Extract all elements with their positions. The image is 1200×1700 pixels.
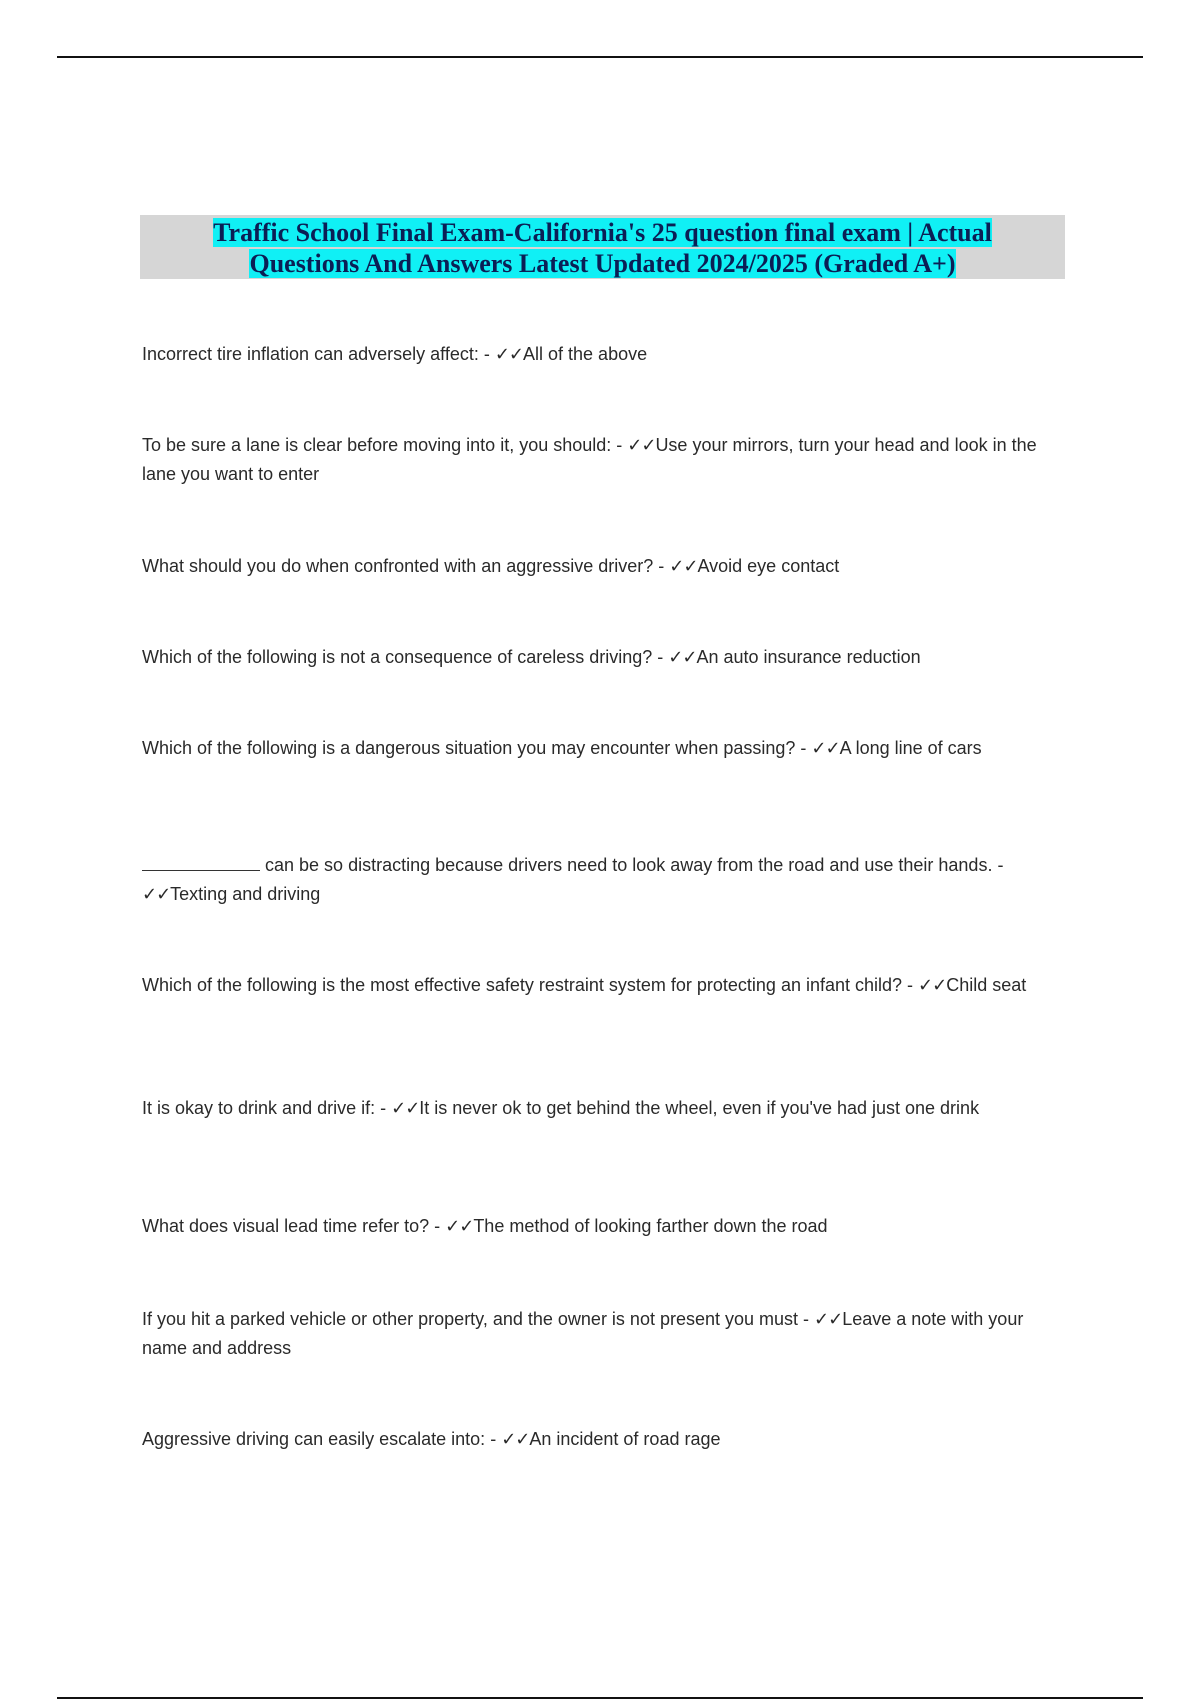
- qa-item: [142, 851, 1042, 909]
- top-rule: [57, 56, 1143, 58]
- qa-item: [142, 734, 1042, 763]
- check-icon: ✓✓: [918, 975, 947, 995]
- question-text: Aggressive driving can easily escalate into:: [142, 1429, 486, 1449]
- question-text: Which of the following is not a consequence of careless driving?: [142, 647, 653, 667]
- qa-item: [142, 1212, 1042, 1241]
- check-icon: ✓✓: [814, 1309, 843, 1329]
- answer-text: It is never ok to get behind the wheel, even if you've had just one drink: [419, 1098, 980, 1118]
- qa-item: [142, 1425, 1042, 1454]
- qa-item: [142, 643, 1042, 672]
- qa-item: [142, 1305, 1042, 1363]
- check-icon: ✓✓: [669, 556, 698, 576]
- title-line-1: Traffic School Final Exam-California's 25 question final exam | Actual: [213, 218, 992, 247]
- separator: -: [798, 1309, 815, 1329]
- qa-item: [142, 552, 1042, 581]
- blank-line: [142, 854, 260, 871]
- separator: -: [652, 647, 669, 667]
- bottom-rule: [57, 1697, 1143, 1699]
- answer-text: Leave a note with your name and address: [142, 1309, 1024, 1358]
- check-icon: ✓✓: [142, 884, 171, 904]
- answer-text: Child seat: [946, 975, 1027, 995]
- check-icon: ✓✓: [501, 1429, 530, 1449]
- separator: -: [478, 344, 495, 364]
- check-icon: ✓✓: [811, 738, 840, 758]
- check-icon: ✓✓: [445, 1216, 474, 1236]
- separator: -: [992, 855, 1004, 875]
- check-icon: ✓✓: [627, 435, 656, 455]
- separator: -: [653, 556, 670, 576]
- question-text: It is okay to drink and drive if:: [142, 1098, 376, 1118]
- separator: -: [429, 1216, 446, 1236]
- check-icon: ✓✓: [494, 344, 524, 364]
- qa-item: [142, 971, 1042, 1000]
- document-title: [140, 215, 1065, 279]
- question-text: Which of the following is the most effective safety restraint system for protecting an infant child?: [142, 975, 903, 995]
- separator: -: [375, 1098, 392, 1118]
- question-text: What does visual lead time refer to?: [142, 1216, 430, 1236]
- question-text: can be so distracting because drivers need to look away from the road and use their hands.: [265, 855, 993, 875]
- separator: -: [902, 975, 919, 995]
- qa-item: [142, 431, 1042, 489]
- qa-item: [142, 1094, 1042, 1123]
- separator: -: [795, 738, 812, 758]
- question-text: Which of the following is a dangerous situation you may encounter when passing?: [142, 738, 796, 758]
- separator: -: [611, 435, 628, 455]
- answer-text: A long line of cars: [839, 738, 982, 758]
- separator: -: [485, 1429, 502, 1449]
- question-text: What should you do when confronted with an aggressive driver?: [142, 556, 654, 576]
- answer-text: The method of looking farther down the road: [473, 1216, 828, 1236]
- question-text: If you hit a parked vehicle or other property, and the owner is not present you must: [142, 1309, 799, 1329]
- title-line-2: Questions And Answers Latest Updated 2024/2025 (Graded A+): [249, 249, 956, 278]
- check-icon: ✓✓: [668, 647, 697, 667]
- check-icon: ✓✓: [391, 1098, 420, 1118]
- question-text: Incorrect tire inflation can adversely affect:: [142, 344, 479, 364]
- question-text: To be sure a lane is clear before moving into it, you should:: [142, 435, 612, 455]
- answer-text: Use your mirrors, turn your head and look in the lane you want to enter: [142, 435, 1037, 484]
- answer-text: Texting and driving: [170, 884, 321, 904]
- answer-text: All of the above: [523, 344, 648, 364]
- qa-item: [142, 340, 1042, 369]
- answer-text: An incident of road rage: [529, 1429, 721, 1449]
- answer-text: An auto insurance reduction: [696, 647, 921, 667]
- answer-text: Avoid eye contact: [697, 556, 840, 576]
